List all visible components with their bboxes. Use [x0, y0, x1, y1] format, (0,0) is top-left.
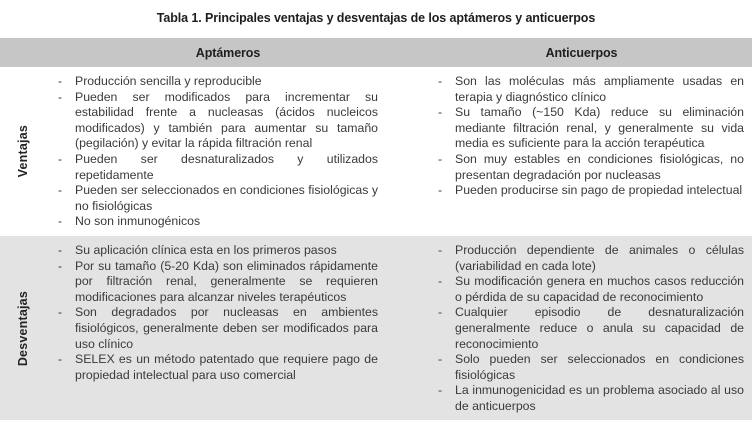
cell-ventajas-anticuerpos — [411, 67, 752, 236]
bullet-item — [55, 183, 378, 214]
bullet-text: Cualquier episodio de desnaturalización generalmente reduce o anula su capacidad de reconocimiento — [455, 305, 744, 351]
bullet-dash: - — [58, 242, 63, 257]
bullet-text: La inmunogenicidad es un problema asociado al uso de anticuerpos — [455, 383, 744, 413]
bullet-text: Pueden ser desnaturalizados y utilizados repetidamente — [75, 151, 378, 182]
bullet-item — [435, 383, 744, 414]
bullet-text: Pueden producirse sin pago de propiedad intelectual — [455, 183, 743, 198]
bullet-text: Su tamaño (~150 Kda) reduce su eliminación mediante filtración renal, y generalmente su vida media es suficiente para la acción terapéutica — [455, 105, 744, 151]
bullet-item — [55, 352, 378, 383]
bullet-dash: - — [58, 305, 63, 320]
bullet-dash: - — [58, 352, 63, 367]
row-label-cell-ventajas — [0, 67, 45, 236]
bullet-item — [55, 90, 378, 152]
bullet-item — [55, 152, 378, 183]
column-header-anticuerpos: Anticuerpos — [545, 45, 618, 60]
table-title: Tabla 1. Principales ventajas y desventajas de los aptámeros y anticuerpos — [156, 11, 596, 25]
bullet-text: Producción dependiente de animales o células (variabilidad en cada lote) — [455, 242, 744, 273]
column-header-aptameros: Aptámeros — [195, 45, 261, 60]
bullet-text: No son inmunogénicos — [75, 214, 201, 229]
row-label-ventajas: Ventajas — [15, 125, 30, 178]
bullet-text: SELEX es un método patentado que requiere pago de propiedad intelectual para uso comercial — [75, 352, 378, 382]
bullet-dash: - — [58, 89, 63, 104]
bullet-dash: - — [438, 105, 443, 120]
bullet-item — [435, 183, 744, 199]
comparison-table — [0, 38, 752, 430]
bullet-dash: - — [438, 352, 443, 367]
bullet-item — [435, 152, 744, 183]
bullet-text: Producción sencilla y reproducible — [75, 74, 262, 88]
bullet-dash: - — [58, 151, 63, 166]
bullet-dash: - — [58, 74, 63, 88]
bullet-dash: - — [438, 183, 443, 198]
bullet-item — [435, 243, 744, 274]
bullet-text: Su aplicación clínica esta en los primeros pasos — [75, 242, 337, 257]
cell-desventajas-aptameros — [45, 236, 411, 421]
bullet-item — [435, 274, 744, 305]
bullet-item — [435, 352, 744, 383]
bullet-dash: - — [438, 383, 443, 398]
bullet-dash: - — [58, 214, 63, 229]
bullet-item — [55, 259, 378, 306]
bullet-text: Solo pueden ser seleccionados en condiciones fisiológicas — [455, 352, 744, 382]
bullet-item — [435, 305, 744, 352]
bullet-dash: - — [438, 242, 443, 257]
bullet-text: Pueden ser seleccionados en condiciones fisiológicas y no fisiológicas — [75, 183, 378, 213]
bottom-margin — [0, 420, 752, 430]
bullet-dash: - — [438, 305, 443, 320]
bullet-text: Son las moléculas más ampliamente usadas en terapia y diagnóstico clínico — [455, 74, 744, 104]
row-ventajas — [0, 67, 752, 236]
bullet-text: Su modificación genera en muchos casos reducción o pérdida de su capacidad de reconocimiento — [455, 274, 744, 304]
cell-ventajas-aptameros — [45, 67, 411, 236]
bullet-item — [435, 105, 744, 152]
bullet-dash: - — [58, 183, 63, 198]
bullet-text: Por su tamaño (5-20 Kda) son eliminados rápidamente por filtración renal, generalmente se requieren modificaciones para alcanzar niveles terapéuticos — [75, 258, 378, 304]
bullet-item — [435, 74, 744, 105]
bullet-dash: - — [438, 74, 443, 88]
bullet-item — [55, 214, 378, 230]
row-label-cell-desventajas — [0, 236, 45, 421]
bullet-dash: - — [438, 151, 443, 166]
bullet-text: Son muy estables en condiciones fisiológicas, no presentan degradación por nucleasas — [455, 151, 744, 182]
cell-desventajas-anticuerpos — [411, 236, 752, 421]
bullet-item — [55, 243, 378, 259]
row-label-desventajas: Desventajas — [15, 290, 30, 366]
bullet-item — [55, 305, 378, 352]
row-desventajas — [0, 236, 752, 421]
bullet-dash: - — [438, 274, 443, 289]
bullet-dash: - — [58, 258, 63, 273]
bullet-text: Pueden ser modificados para incrementar su estabilidad frente a nucleasas (ácidos nucleicos modificados) y también para aumentar su tamaño (pegilación) y evitar la rápida filtración renal — [75, 89, 378, 151]
bullet-item — [55, 74, 378, 90]
bullet-text: Son degradados por nucleasas en ambientes fisiológicos, generalmente deben ser modificados para uso clínico — [75, 305, 378, 351]
table-header-row — [0, 38, 752, 67]
